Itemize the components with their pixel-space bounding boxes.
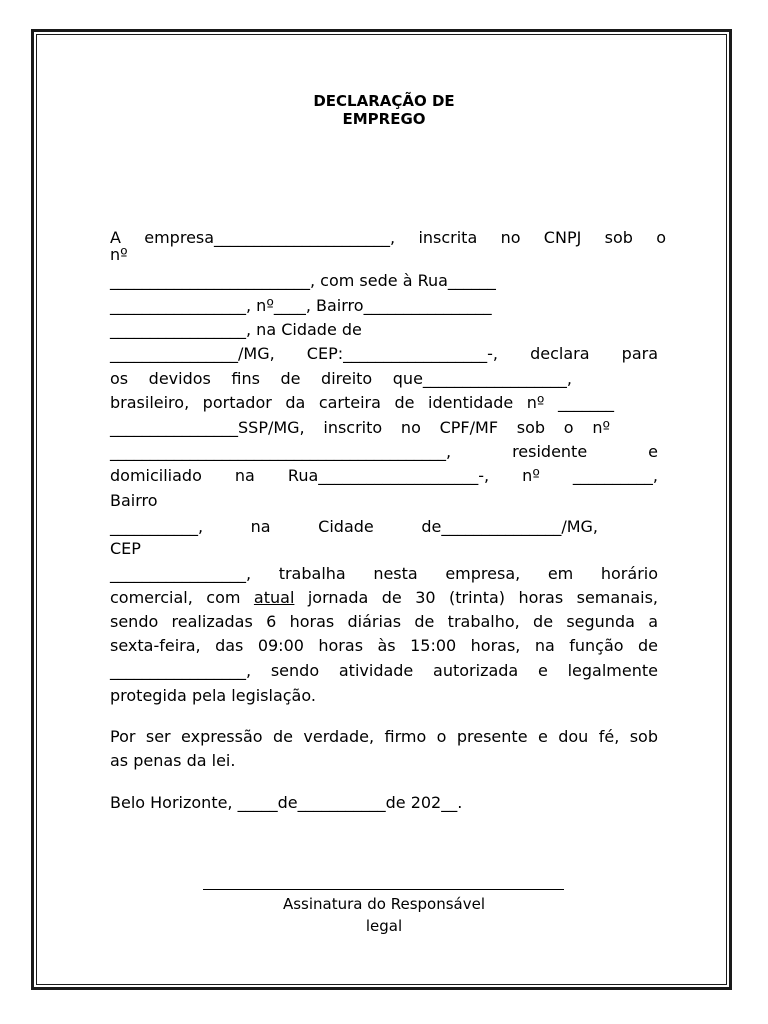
paragraph-line: sexta-feira, das 09:00 horas às 15:00 horas, na função de — [110, 636, 658, 655]
signature-label-line1: Assinatura do Responsável — [282, 895, 486, 913]
paragraph-line: ___________, na Cidade de_______________/MG, — [110, 517, 598, 536]
text-segment: comercial, com — [110, 588, 254, 607]
paragraph-line: CEP — [110, 539, 141, 558]
paragraph-line: ________________/MG, CEP:__________________-, declara para — [110, 344, 658, 363]
paragraph-line: _________________________, com sede à Rua______ — [110, 271, 496, 290]
paragraph-line: as penas da lei. — [110, 751, 236, 770]
document-title-line1: DECLARAÇÃO DE — [313, 92, 455, 110]
paragraph-line: sendo realizadas 6 horas diárias de trabalho, de segunda a — [110, 612, 658, 631]
paragraph-line: __________________________________________, residente e — [110, 442, 658, 461]
paragraph-line: nº — [110, 245, 128, 264]
paragraph-line: _________________, trabalha nesta empresa, em horário — [110, 564, 658, 583]
date-line: Belo Horizonte, _____de___________de 202__. — [110, 793, 463, 812]
paragraph-line: _________________, sendo atividade autorizada e legalmente — [110, 661, 658, 680]
paragraph-line: Por ser expressão de verdade, firmo o presente e dou fé, sob — [110, 727, 658, 746]
document-title-line2: EMPREGO — [342, 110, 426, 128]
signature-line — [203, 889, 564, 890]
paragraph-line: Bairro — [110, 491, 158, 510]
paragraph-line: ________________SSP/MG, inscrito no CPF/MF sob o nº — [110, 418, 610, 437]
paragraph-line: A empresa______________________, inscrita no CNPJ sob o — [110, 228, 666, 247]
text-segment: jornada de 30 (trinta) horas semanais, — [294, 588, 658, 607]
paragraph-line: protegida pela legislação. — [110, 686, 316, 705]
paragraph-line — [110, 588, 658, 608]
paragraph-line: brasileiro, portador da carteira de identidade nº _______ — [110, 393, 614, 412]
signature-label-line2: legal — [365, 917, 403, 935]
paragraph-line: _________________, nº____, Bairro________________ — [110, 296, 492, 315]
paragraph-line: _________________, na Cidade de — [110, 320, 362, 339]
underlined-word: atual — [253, 588, 295, 607]
paragraph-line: domiciliado na Rua____________________-, nº __________, — [110, 466, 658, 485]
paragraph-line: os devidos fins de direito que__________________, — [110, 369, 572, 388]
